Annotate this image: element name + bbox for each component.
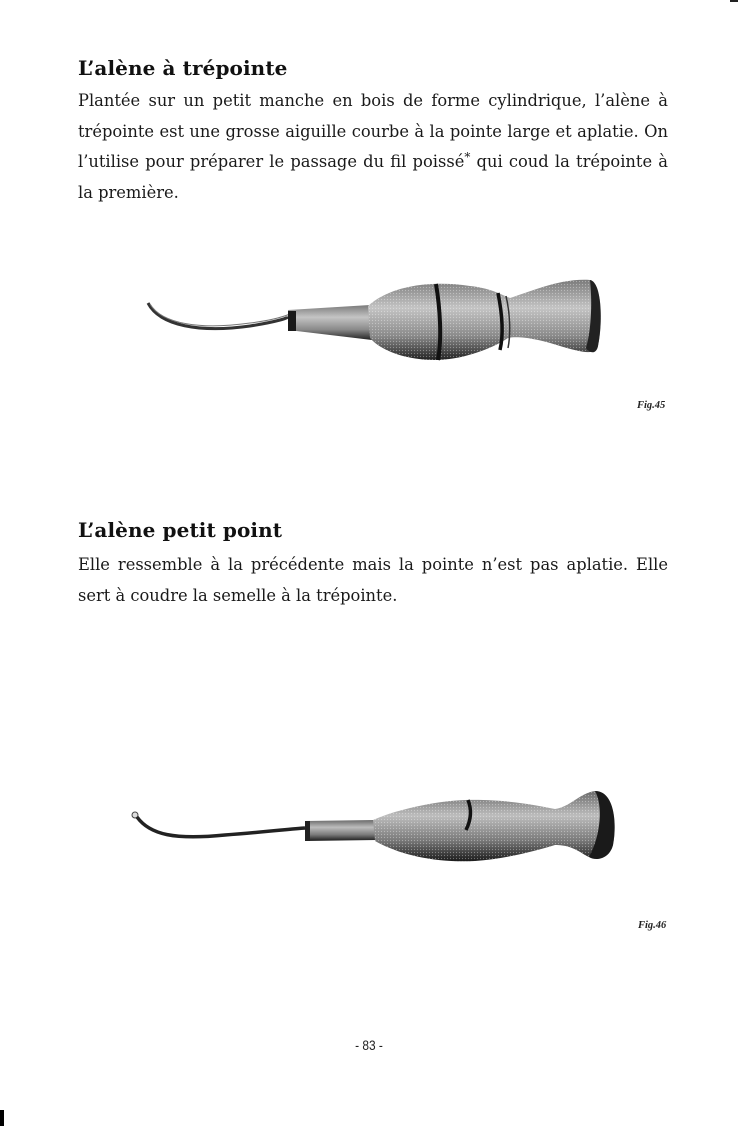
figure-awl-trepointe [140,268,610,368]
footnote-marker: * [464,150,471,164]
section-paragraph-alene-petit-point: Elle ressemble à la précédente mais la pointe n’est pas aplatie. Elle sert à coudre la semelle à la trépointe. [78,555,668,605]
paragraph-text: Plantée sur un petit manche en bois de forme cylindrique, l’alène à trépointe est une grosse aiguille courbe à la pointe large et aplatie. On l’utilise pour préparer le passage du fil poissé [78,91,668,171]
section-heading-alene-trepointe: L’alène à trépointe [78,56,288,80]
page-number: - 83 - [355,1037,383,1053]
awl-trepointe-illustration [140,268,610,368]
paragraph-text-continued: qui coud la trépointe à la première. [78,152,668,202]
section-heading-alene-petit-point: L’alène petit point [78,518,283,542]
figure-caption-45: Fig.45 [637,400,666,411]
top-right-scan-mark [730,0,738,2]
section-paragraph-alene-trepointe [78,86,668,208]
awl-petit-point-illustration [125,785,625,865]
figure-caption-46: Fig.46 [638,920,667,931]
scan-edge-mark [0,1110,4,1126]
figure-awl-petit-point [125,785,625,865]
